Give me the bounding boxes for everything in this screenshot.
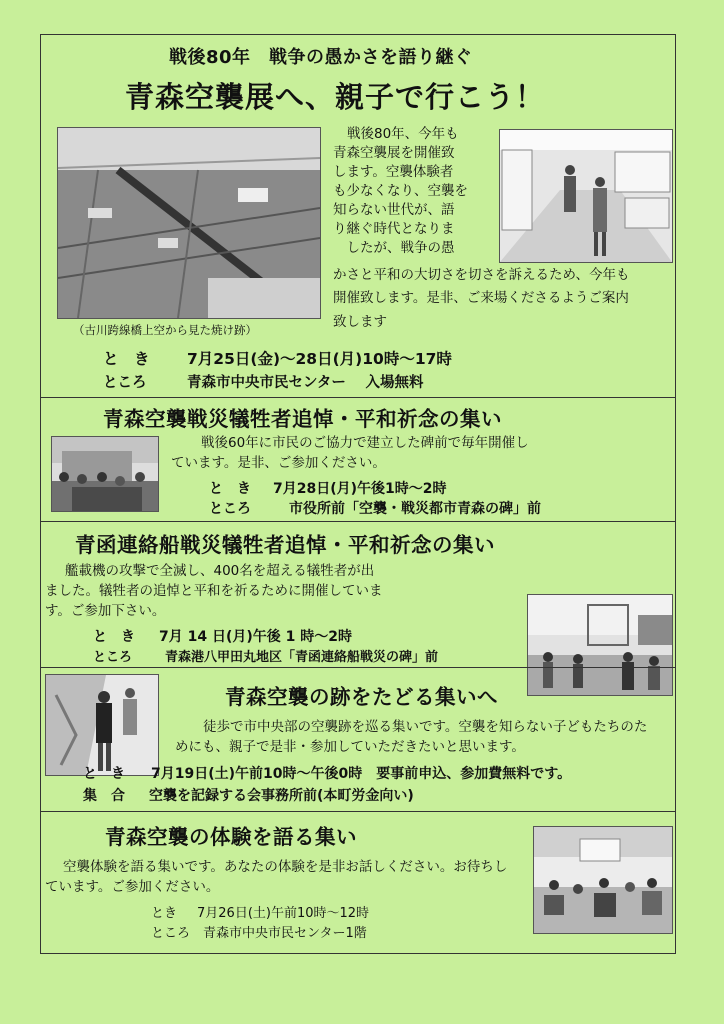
text-line: す。ご参加下さい。	[45, 603, 166, 619]
photo-caption: （古川跨線橋上空から見た焼け跡）	[73, 323, 257, 337]
section-title: 青森空襲の体験を語る集い	[105, 825, 357, 849]
when-label: と き	[103, 350, 150, 368]
where-label: ところ	[103, 375, 147, 391]
text-line: 開催致します。是非、ご来場くださるようご案内	[333, 290, 629, 306]
where-value: 空襲を記録する会事務所前(本町労金向い)	[149, 788, 414, 804]
flyer-frame	[40, 34, 676, 954]
memorial-crowd-photo	[51, 436, 159, 512]
walking-tour-photo	[45, 674, 159, 776]
where-label: 集 合	[83, 788, 125, 804]
text-line: 青森空襲展を開催致	[333, 145, 455, 161]
when-value: 7月25日(金)～28日(月)10時～17時	[187, 350, 452, 368]
section-title: 青函連絡船戦災犠牲者追悼・平和祈念の集い	[75, 533, 495, 557]
where-value: 青森市中央市民センター1階	[203, 926, 367, 941]
when-label: と き	[83, 766, 125, 782]
testimony-meeting-photo	[533, 826, 673, 934]
text-line: 艦載機の攻撃で全滅し、400名を超える犠牲者が出	[65, 563, 375, 579]
when-value: 7月19日(土)午前10時～午後0時 要事前申込、参加費無料です。	[151, 766, 572, 782]
when-label: とき	[151, 906, 178, 921]
ferry-memorial-section	[41, 521, 675, 668]
exhibition-hall-photo	[499, 129, 673, 263]
when-value: 7月26日(土)午前10時～12時	[197, 906, 370, 921]
section-title: 青森空襲の跡をたどる集いへ	[225, 685, 498, 709]
text-line: 致します	[333, 314, 387, 330]
text-line: したが、戦争の愚	[333, 240, 455, 256]
testimony-section	[41, 811, 675, 954]
where-value: 市役所前「空襲・戦災都市青森の碑」前	[289, 501, 541, 517]
walking-tour-section	[41, 667, 675, 812]
when-label: と き	[93, 629, 135, 645]
where-label: ところ	[93, 650, 133, 665]
section-title: 青森空襲戦災犠牲者追悼・平和祈念の集い	[103, 407, 502, 431]
text-line: 空襲体験を語る集いです。あなたの体験を是非お話しください。お待ちし	[63, 859, 508, 875]
exhibition-section	[41, 35, 675, 397]
when-label: と き	[209, 481, 251, 497]
text-line: かさと平和の大切さを切さを訴えるため、今年も	[333, 267, 630, 283]
memorial-section	[41, 397, 675, 522]
when-value: 7月28日(月)午後1時～2時	[273, 481, 447, 497]
text-line: 徒歩で市中央部の空襲跡を巡る集いです。空襲を知らない子どもたちのた	[203, 719, 648, 735]
header-title: 青森空襲展へ、親子で行こう！	[125, 80, 546, 114]
text-line: 戦後80年、今年も	[347, 126, 459, 142]
text-line: 知らない世代が、語	[333, 202, 455, 218]
where-value: 青森市中央市民センター 入場無料	[187, 375, 424, 391]
header-subtitle: 戦後80年 戦争の愚かさを語り継ぐ	[169, 47, 473, 68]
text-line: も少なくなり、空襲を	[333, 183, 468, 199]
when-value: 7月 14 日(月)午後 1 時～2時	[159, 629, 352, 645]
text-line: ています。ご参加ください。	[45, 879, 220, 895]
where-label: ところ	[151, 926, 191, 941]
where-label: ところ	[209, 501, 251, 517]
text-line: 戦後60年に市民のご協力で建立した碑前で毎年開催し	[201, 435, 529, 451]
text-line: ました。犠牲者の追悼と平和を祈るために開催していま	[45, 583, 383, 599]
text-line: り継ぐ時代となりま	[333, 221, 455, 237]
text-line: めにも、親子で是非・参加していただきたいと思います。	[175, 739, 525, 755]
where-value: 青森港八甲田丸地区「青函連絡船戦災の碑」前	[165, 650, 439, 665]
text-line: します。空襲体験者	[333, 164, 454, 180]
burned-ruins-photo	[57, 127, 321, 319]
text-line: ています。是非、ご参加ください。	[171, 455, 386, 471]
